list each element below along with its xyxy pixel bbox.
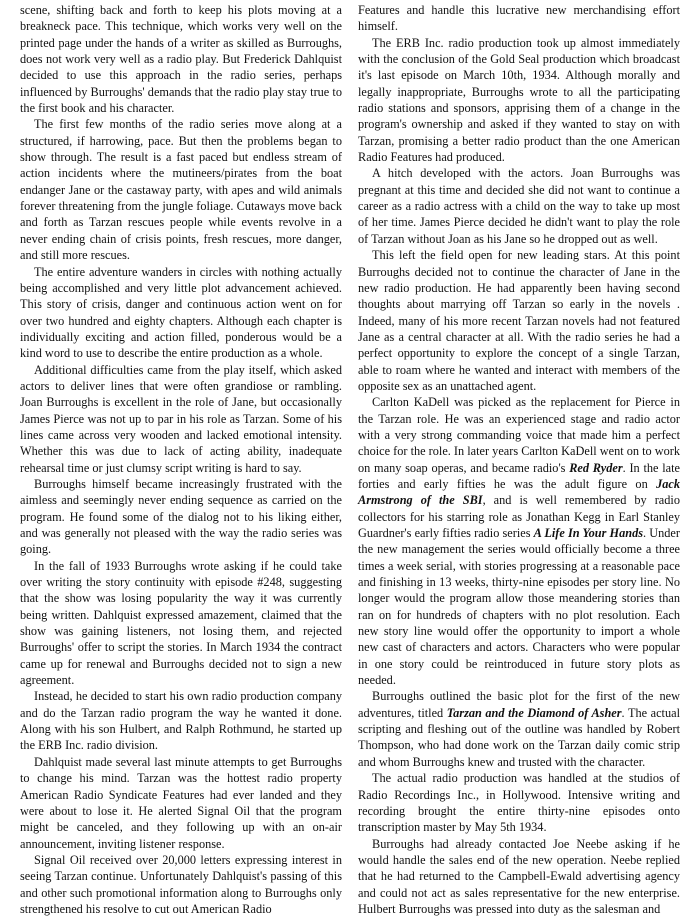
- paragraph: The first few months of the radio series move along at a structured, if harrowing, pace. But then the problems began to show through. The result is a fast paced but endless stream of action incidents where the mutineers/pirates from the boat endanger Jane or the castaway party, with apes and wild animals forever threatening from the jungle foliage. Cutaways move back and forth as Tarzan rescues people while events revolve in a never ending chain of crisis points, fresh rescues, more danger, and still more rescues.: [20, 117, 342, 263]
- paragraph: Instead, he decided to start his own radio production company and do the Tarzan radio program the way he wanted it done. Along with his son Hulbert, and Ralph Rothmund, he started up the ERB Inc. radio division.: [20, 689, 342, 753]
- paragraph: scene, shifting back and forth to keep his plots moving at a breakneck pace. This technique, which works very well on the printed page under the hands of a writer as skilled as Burroughs, does not work very well as a radio play. But Frederick Dahlquist decided to use this approach in the radio series, perhaps influenced by Burroughs' demands that the radio play stay true to the first book and his character.: [20, 3, 342, 116]
- paragraph: Additional difficulties came from the play itself, which asked actors to deliver lines that were often grandiose or rambling. Joan Burroughs is excellent in the role of Jane, but occasionally James Pierce was not up to par in his role as Tarzan. Some of his lines came across very wooden and lacked emotional intensity. Whether this was due to lack of acting ability, inadequate rehearsal time or just clumsy script writing is hard to say.: [20, 362, 342, 475]
- right-column: [358, 2, 680, 916]
- paragraph: [358, 394, 680, 688]
- paragraph: Burroughs himself became increasingly frustrated with the aimless and seemingly never ending sequence as carried on the program. He found some of the dialog not to his liking either, and was generally not pleased with the way the radio series was going.: [20, 476, 342, 557]
- paragraph: A hitch developed with the actors. Joan Burroughs was pregnant at this time and decided she did not want to continue a career as a radio actress with a child on the way to take up most of her time. James Pierce decided he didn't want to play the role of Tarzan without Joan as his Jane so he dropped out as well.: [358, 166, 680, 246]
- title-a-life-in-your-hands: A Life In Your Hands: [533, 526, 644, 540]
- paragraph: The ERB Inc. radio production took up almost immediately with the conclusion of the Gold Seal production which broadcast it's last episode on March 10th, 1934. Although morally and legally inappropriate, Burroughs wrote to all the participating radio stations and sponsors, apprising them of a change in the program's ownership and asked if they wanted to stay on with Tarzan, promising a better radio product than the one American Radio Features had produced.: [358, 35, 680, 165]
- paragraph-text: . In the late forties and early fifties he was the adult figure on: [358, 460, 680, 491]
- paragraph: Burroughs had already contacted Joe Neebe asking if he would handle the sales end of the new operation. Neebe replied that he had returned to the Campbell-Ewald advertising agency and could not act as sales representative for the new enterprise. Hulbert Burroughs was pressed into duty as the salesman and: [358, 836, 680, 916]
- paragraph: Features and handle this lucrative new merchandising effort himself.: [358, 3, 680, 34]
- paragraph: Dahlquist made several last minute attempts to get Burroughs to change his mind. Tarzan was the hottest radio property American Radio Syndicate Features had ever landed and they were about to lose it. He alerted Signal Oil that the program might be canceled, and they following up with an on-air announcement, inviting listener response.: [20, 754, 342, 851]
- left-column: [20, 2, 342, 916]
- paragraph-text: . Under the new management the series would officially become a three times a week serial, with stories progressing at a reasonable pace and finishing in 13 weeks, thirty-nine episodes per story line. No longer would the program allow those meandering stories than ran on for hundreds of chapters with no plot resolution. Each new story line would offer the opportunity to import a whole new cast of characters and actors. Characters who were popular in one story could be reintroduced in future story plots as needed.: [358, 526, 680, 688]
- paragraph-text: , and is well remembered by radio collectors for his starring role as Jonathan Kegg in Earl Stanley Guardner's early fifties radio series: [358, 493, 680, 540]
- paragraph: The actual radio production was handled at the studios of Radio Recordings Inc., in Hollywood. Intensive writing and recording brought the entire thirty-nine episodes onto transcription master by May 5th 1934.: [358, 771, 680, 835]
- title-red-ryder: Red Ryder: [569, 460, 623, 475]
- paragraph: This left the field open for new leading stars. At this point Burroughs decided not to continue the character of Jane in the new radio production. He had apparently been having second thoughts about marrying off Tarzan so early in the novels . Indeed, many of his more recent Tarzan novels had not featured Jane as a central character at all. With the radio series he had a perfect opportunity to explore the concept of a single Tarzan, able to roam where he wanted and interact with members of the opposite sex as an unattached agent.: [358, 248, 680, 393]
- paragraph-text: Burroughs outlined the basic plot for the first of the new adventures, titled: [358, 689, 680, 720]
- paragraph-text: Carlton KaDell was picked as the replacement for Pierce in the Tarzan role. He was an experienced stage and radio actor with a very strong commanding voice that made him a perfect choice for the role. In later years Carlton KaDell went on to work on many soap operas, and became radio's: [358, 395, 680, 475]
- paragraph: [358, 688, 680, 770]
- paragraph-text: . The actual scripting and fleshing out of the outline was handled by Robert Thompson, who had done work on the Tarzan daily comic strip and whom Burroughs knew and trusted with the character.: [358, 705, 680, 769]
- title-diamond-of-asher: Tarzan and the Diamond of Asher: [446, 705, 622, 720]
- paragraph: The entire adventure wanders in circles with nothing actually being accomplished and very little plot advancement achieved. This story of crisis, danger and continuous action went on for over two hundred and eighty chapters. Although each chapter is individually exciting and action filled, ponderous would be a kind word to use to describe the entire production as a whole.: [20, 264, 342, 361]
- paragraph: Signal Oil received over 20,000 letters expressing interest in seeing Tarzan continue. Unfortunately Dahlquist's passing of this and other such promotional information along to Burroughs only strengthened his resolve to cut out American Radio: [20, 852, 342, 916]
- title-jack-armstrong: Jack Armstrong of the SBI: [358, 476, 680, 508]
- paragraph: In the fall of 1933 Burroughs wrote asking if he could take over writing the story continuity with episode #248, suggesting that the show was losing popularity the way it was currently being written. Dahlquist expressed amazement, claimed that the show was gaining listeners, not losing them, and rejected Burroughs' offer to script the stories. In March 1934 the contract came up for renewal and Burroughs decided not to sign a new agreement.: [20, 558, 342, 688]
